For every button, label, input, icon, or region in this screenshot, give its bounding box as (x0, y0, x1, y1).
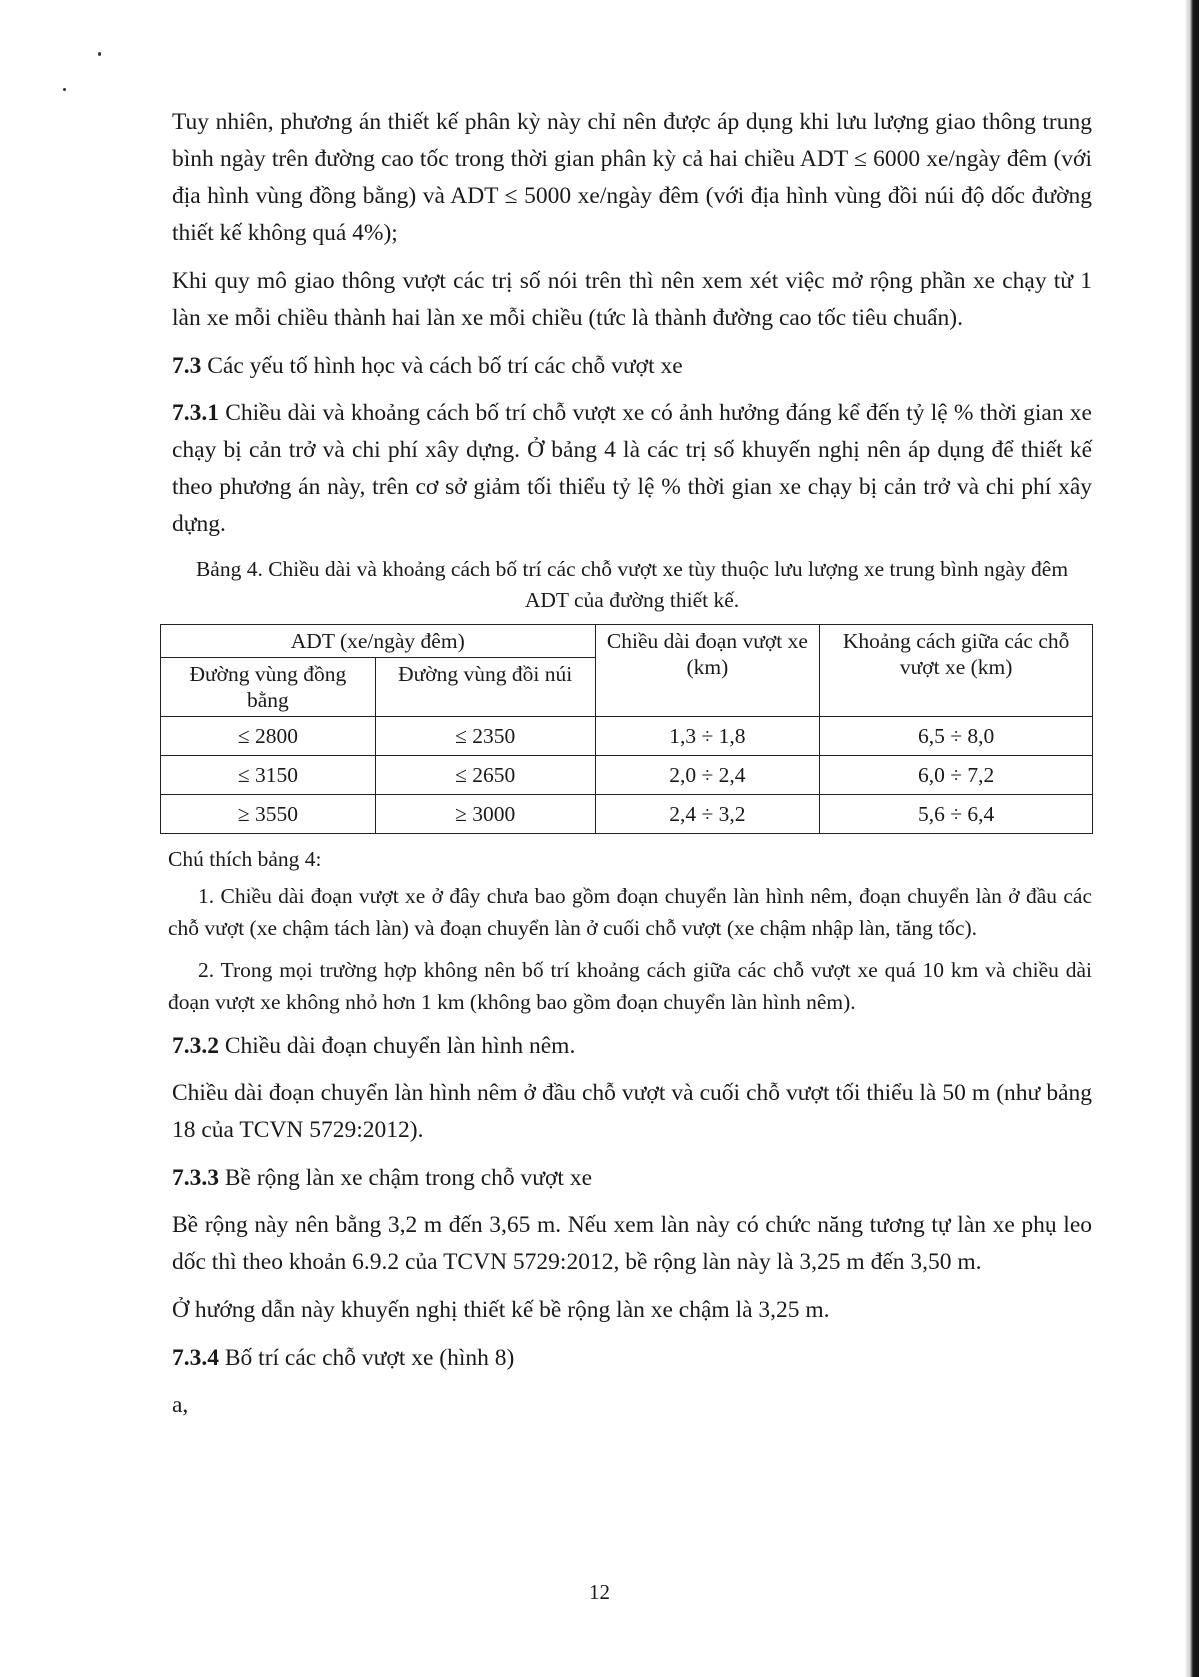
scan-speck (98, 52, 101, 56)
section-number: 7.3.2 (172, 1033, 219, 1059)
scan-edge (1185, 0, 1199, 1677)
cell-mountain: ≤ 2350 (375, 717, 595, 756)
cell-plain: ≤ 3150 (161, 756, 376, 795)
table-row (161, 717, 1093, 756)
section-7-3-3-heading (172, 1160, 1092, 1197)
scan-speck (63, 88, 66, 91)
header-mountain: Đường vùng đồi núi (375, 658, 595, 717)
table-note-2: 2. Trong mọi trường hợp không nên bố trí khoảng cách giữa các chỗ vượt xe quá 10 km và chiều dài đoạn vượt xe không nhỏ hơn 1 km (không bao gồm đoạn chuyển làn hình nêm). (168, 958, 1092, 1014)
section-title: Bề rộng làn xe chậm trong chỗ vượt xe (219, 1165, 592, 1191)
page-number: 12 (589, 1580, 610, 1604)
cell-length: 1,3 ÷ 1,8 (595, 717, 820, 756)
cell-spacing: 5,6 ÷ 6,4 (820, 795, 1093, 834)
cell-spacing: 6,5 ÷ 8,0 (820, 717, 1093, 756)
header-length: Chiều dài đoạn vượt xe (km) (595, 625, 820, 717)
cell-plain: ≥ 3550 (161, 795, 376, 834)
section-title: Các yếu tố hình học và cách bố trí các chỗ vượt xe (201, 353, 683, 379)
header-plain: Đường vùng đồng bằng (161, 658, 376, 717)
section-7-3-2-paragraph: Chiều dài đoạn chuyển làn hình nêm ở đầu chỗ vượt và cuối chỗ vượt tối thiểu là 50 m (như bảng 18 của TCVN 5729:2012). (172, 1080, 1092, 1143)
section-number: 7.3.3 (172, 1165, 219, 1191)
table-4 (160, 624, 1093, 834)
section-7-3-2-heading (172, 1028, 1092, 1065)
section-number: 7.3.1 (172, 400, 219, 426)
header-adt: ADT (xe/ngày đêm) (161, 625, 596, 658)
table-header-row (161, 625, 1093, 658)
section-7-3-heading (172, 348, 1092, 385)
section-number: 7.3 (172, 353, 202, 379)
header-spacing: Khoảng cách giữa các chỗ vượt xe (km) (820, 625, 1093, 717)
table-notes-title: Chú thích bảng 4: (168, 847, 322, 871)
cell-mountain: ≤ 2650 (375, 756, 595, 795)
table-4-caption: Bảng 4. Chiều dài và khoảng cách bố trí các chỗ vượt xe tùy thuộc lưu lượng xe trung bình ngày đêm ADT của đường thiết kế. (195, 557, 1069, 612)
section-7-3-4-heading (172, 1340, 1092, 1377)
cell-length: 2,4 ÷ 3,2 (595, 795, 820, 834)
section-7-3-3-paragraph-1: Bề rộng này nên bằng 3,2 m đến 3,65 m. Nếu xem làn này có chức năng tương tự làn xe phụ leo dốc thì theo khoản 6.9.2 của TCVN 5729:2012, bề rộng làn này là 3,25 m đến 3,50 m. (172, 1212, 1092, 1275)
cell-length: 2,0 ÷ 2,4 (595, 756, 820, 795)
item-a-label: a, (172, 1392, 189, 1418)
section-title: Bố trí các chỗ vượt xe (hình 8) (219, 1345, 515, 1371)
table-note-1: 1. Chiều dài đoạn vượt xe ở đây chưa bao gồm đoạn chuyển làn hình nêm, đoạn chuyển làn ở đầu các chỗ vượt (xe chậm tách làn) và đoạn chuyển làn ở cuối chỗ vượt (xe chậm nhập làn, tăng tốc). (168, 884, 1092, 940)
section-number: 7.3.4 (172, 1345, 219, 1371)
section-7-3-3-paragraph-2: Ở hướng dẫn này khuyến nghị thiết kế bề rộng làn xe chậm là 3,25 m. (172, 1297, 830, 1323)
cell-plain: ≤ 2800 (161, 717, 376, 756)
section-7-3-1-paragraph (172, 395, 1092, 543)
table-row (161, 795, 1093, 834)
section-title: Chiều dài đoạn chuyển làn hình nêm. (219, 1033, 576, 1059)
paragraph-phased-design: Tuy nhiên, phương án thiết kế phân kỳ này chỉ nên được áp dụng khi lưu lượng giao thông trung bình ngày trên đường cao tốc trong thời gian phân kỳ cả hai chiều ADT ≤ 6000 xe/ngày đêm (với địa hình vùng đồng bằng) và ADT ≤ 5000 xe/ngày đêm (với địa hình vùng đồi núi độ dốc đường thiết kế không quá 4%); (172, 109, 1092, 246)
document-body (168, 104, 1092, 1435)
table-row (161, 756, 1093, 795)
section-text: Chiều dài và khoảng cách bố trí chỗ vượt xe có ảnh hưởng đáng kể đến tỷ lệ % thời gian xe chạy bị cản trở và chi phí xây dựng. Ở bảng 4 là các trị số khuyến nghị nên áp dụng để thiết kế theo phương án này, trên cơ sở giảm tối thiểu tỷ lệ % thời gian xe chạy bị cản trở và chi phí xây dựng. (172, 400, 1092, 537)
cell-mountain: ≥ 3000 (375, 795, 595, 834)
cell-spacing: 6,0 ÷ 7,2 (820, 756, 1093, 795)
paragraph-expansion: Khi quy mô giao thông vượt các trị số nói trên thì nên xem xét việc mở rộng phần xe chạy từ 1 làn xe mỗi chiều thành hai làn xe mỗi chiều (tức là thành đường cao tốc tiêu chuẩn). (172, 268, 1092, 331)
